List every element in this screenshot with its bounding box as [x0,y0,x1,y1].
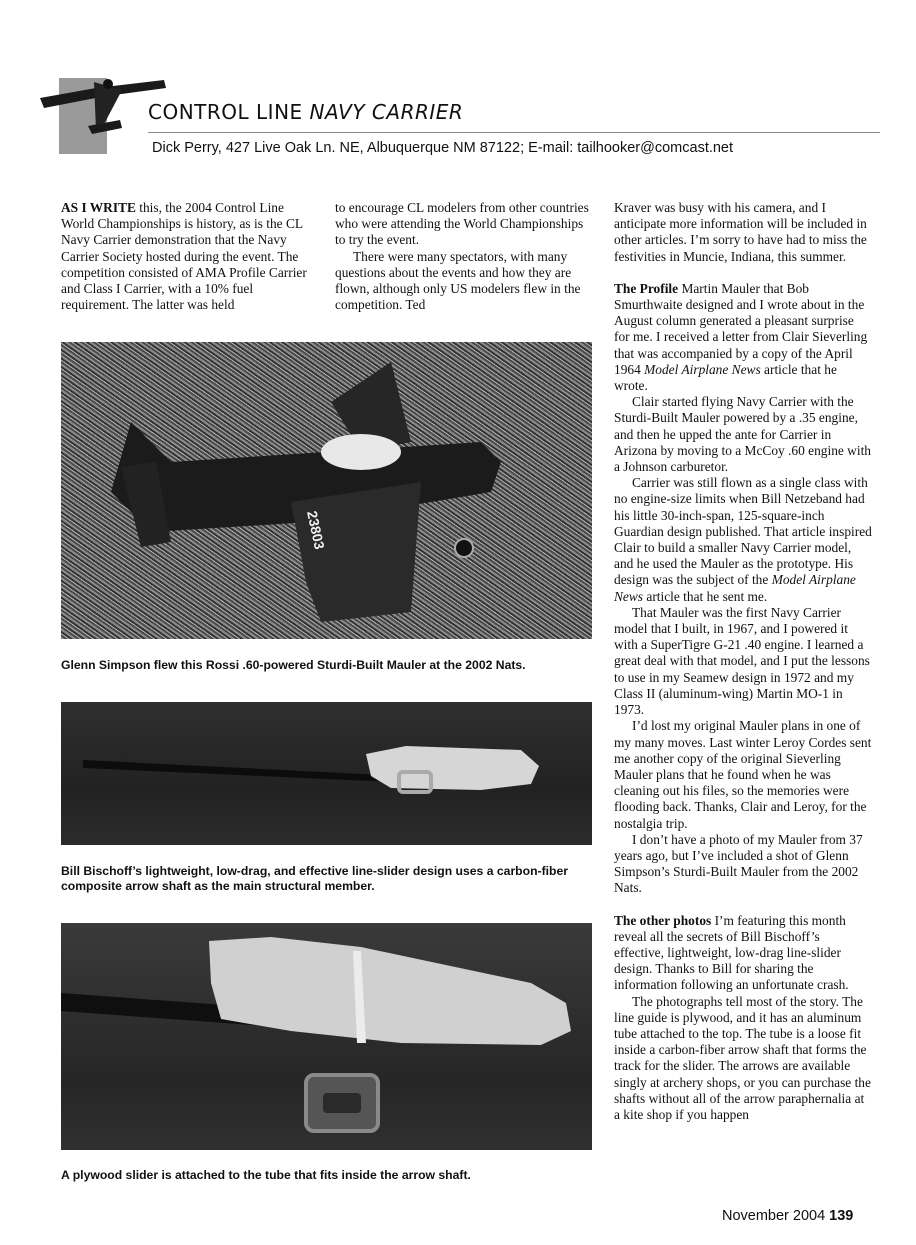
title-plain: CONTROL LINE [148,100,310,124]
header-rule [148,132,880,133]
plane-registration-number: 23803 [304,509,328,551]
paragraph: I’d lost my original Mauler plans in one of my many moves. Last winter Leroy Cordes sent me another copy of the original Sieverling Mauler plans that he found when he was cleaning out his files, so the memories were flooding back. Thanks, Clair and Leroy, for the nostalgia trip. [614,718,872,831]
publication-name: Model Airplane News [614,572,856,604]
column-title [148,100,463,124]
paragraph: this, the 2004 Control Line World Championships is history, as is the CL Navy Carrier demonstration that the Navy Carrier Society hosted during the event. The competition consisted of AMA Profile Carrier and Class I Carrier, with a 10% fuel requirement. The latter was held [61,200,307,313]
paragraph-text: article that he wrote. [614,361,837,394]
photo-caption: Bill Bischoff’s lightweight, low-drag, and effective line-slider design uses a carbon-fiber composite arrow shaft as the main structural member. [61,864,568,893]
title-italic: NAVY CARRIER [309,100,464,124]
photo-caption: A plywood slider is attached to the tube that fits inside the arrow shaft. [61,1168,471,1182]
page-footer [722,1208,853,1224]
slider-photo [61,702,592,845]
paragraph-text: article that he sent me. [643,588,768,604]
paragraph-text: I’m featuring this month reveal all the secrets of Bill Bischoff’s effective, lightweight, low-drag line-slider design. Thanks to Bill for sharing the information following an unfortunate crash. [614,912,849,993]
text-column-1 [61,200,315,313]
mauler-photo [61,342,592,639]
photo-caption: Glenn Simpson flew this Rossi .60-powered Sturdi-Built Mauler at the 2002 Nats. [61,658,526,672]
slider-closeup-photo [61,923,592,1150]
text-column-2 [335,200,589,313]
paragraph: Clair started flying Navy Carrier with the Sturdi-Built Mauler powered by a .35 engine, and then he upped the ante for Carrier in Arizona by moving to a McCoy .60 engine with a Johnson carburetor. [614,394,871,475]
issue-date: November 2004 [722,1208,826,1224]
text-column-3 [614,200,872,1123]
page-number: 139 [829,1208,854,1224]
lead-in: AS I WRITE [61,200,136,215]
paragraph-text: Carrier was still flown as a single class with no engine-size limits when Bill Netzeband had his little 30-inch-span, 125-square-inch Guardian design published. That article inspired Clair to build a smaller Navy Carrier model, and he used the Mauler as the prototype. His design was the subject of the [614,475,872,588]
paragraph: There were many spectators, with many questions about the events and how they are flown, although only US modelers flew in the competition. Ted [335,248,581,313]
section-lead-other-photos: The other photos [614,912,712,928]
author-byline: Dick Perry, 427 Live Oak Ln. NE, Albuquerque NM 87122; E-mail: tailhooker@comcast.net [152,140,734,156]
paragraph: Kraver was busy with his camera, and I anticipate more information will be included in other articles. I’m sorry to have had to miss the festivities in Muncie, Indiana, this summer. [614,200,867,264]
paragraph-text: Martin Mauler that Bob Smurthwaite designed and I wrote about in the August column generated a pleasant surprise for me. I received a letter from Clair Sieverling that was accompanied by a copy of the April 1964 [614,280,868,377]
section-lead-profile: The Profile [614,280,679,296]
paragraph: The photographs tell most of the story. The line guide is plywood, and it has an aluminum tube attached to the top. The tube is a loose fit inside a carbon-fiber arrow shaft that forms the track for the slider. The arrows are available singly at archery shops, or you can purchase the shafts without all of the arrow paraphernalia at a kite shop if you happen [614,993,871,1122]
paragraph: That Mauler was the first Navy Carrier model that I built, in 1967, and I powered it with a SuperTigre G-21 .40 engine. I learned a great deal with that model, and I put the lessons to use in my Seamew design in 1972 and my Class II (aluminum-wing) Martin MO-1 in 1973. [614,604,870,718]
paragraph: to encourage CL modelers from other countries who were attending the World Championships to try the event. [335,200,589,248]
publication-name: Model Airplane News [644,361,761,377]
paragraph: I don’t have a photo of my Mauler from 37 years ago, but I’ve included a shot of Glenn Simpson’s Sturdi-Built Mauler from the 2002 Nats. [614,831,863,896]
